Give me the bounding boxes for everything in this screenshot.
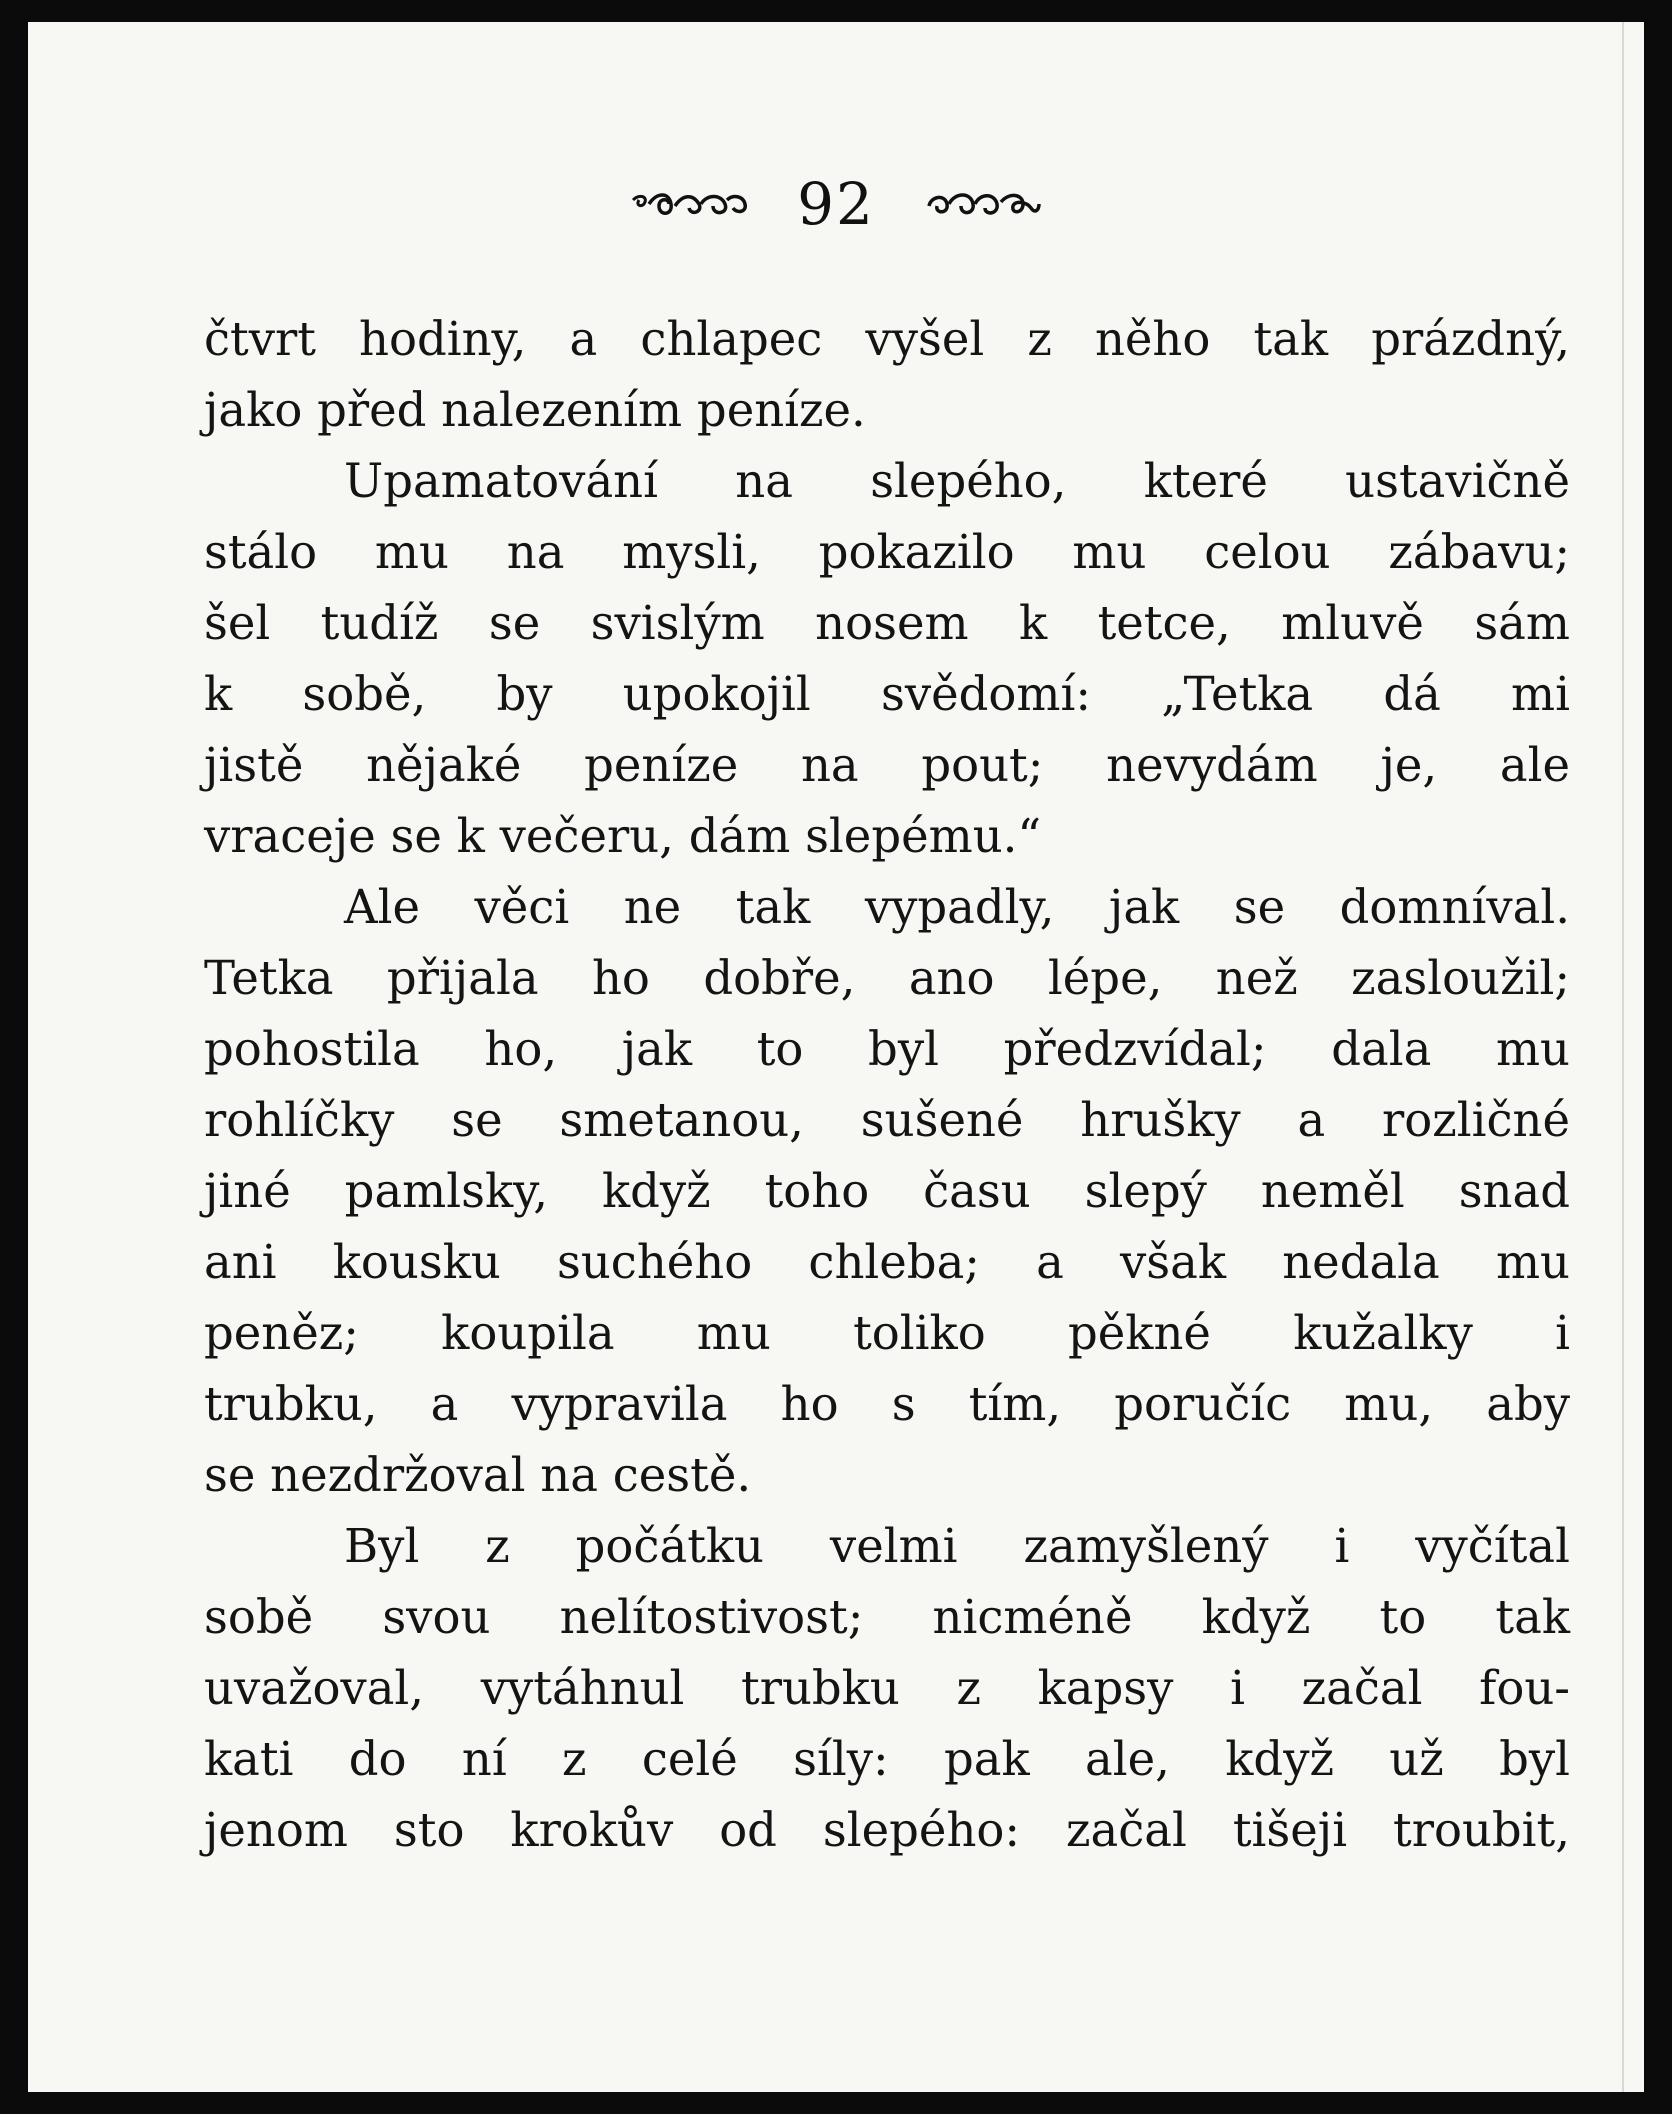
text-line: Upamatování na slepého, které ustavičně — [344, 454, 1570, 508]
text-line: rohlíčky se smetanou, sušené hrušky a rozličné — [204, 1093, 1570, 1147]
right-ornament-icon — [923, 186, 1043, 222]
text-line: šel tudíž se svislým nosem k tetce, mluvě sám — [204, 596, 1570, 650]
text-line: uvažoval, vytáhnul trubku z kapsy i začal fou- — [204, 1661, 1570, 1715]
page-body-text — [204, 304, 1570, 1866]
text-line: jistě nějaké peníze na pout; nevydám je, ale — [204, 738, 1570, 792]
page-header — [28, 169, 1644, 238]
text-line: Ale věci ne tak vypadly, jak se domníval. — [344, 880, 1570, 934]
text-line: peněz; koupila mu toliko pěkné kužalky i — [204, 1306, 1570, 1360]
text-line: stálo mu na mysli, pokazilo mu celou zábavu; — [204, 525, 1570, 579]
text-line: čtvrt hodiny, a chlapec vyšel z něho tak prázdný, — [204, 312, 1570, 366]
page-edge — [1622, 22, 1624, 2092]
book-page — [28, 22, 1644, 2092]
text-line: jako před nalezením peníze. — [204, 383, 866, 437]
page-number: 92 — [797, 169, 875, 238]
text-line: sobě svou nelítostivost; nicméně když to tak — [204, 1590, 1570, 1644]
text-line: trubku, a vypravila ho s tím, poručíc mu, aby — [204, 1377, 1570, 1431]
text-line: jiné pamlsky, když toho času slepý neměl snad — [204, 1164, 1570, 1218]
text-line: Byl z počátku velmi zamyšlený i vyčítal — [344, 1519, 1570, 1573]
text-line: Tetka přijala ho dobře, ano lépe, než zasloužil; — [204, 951, 1570, 1005]
left-ornament-icon — [629, 186, 749, 222]
text-line: k sobě, by upokojil svědomí: „Tetka dá mi — [204, 667, 1570, 721]
text-line: pohostila ho, jak to byl předzvídal; dala mu — [204, 1022, 1570, 1076]
text-line: vraceje se k večeru, dám slepému.“ — [204, 809, 1042, 863]
text-line: kati do ní z celé síly: pak ale, když už byl — [204, 1732, 1570, 1786]
text-line: ani kousku suchého chleba; a však nedala mu — [204, 1235, 1570, 1289]
text-line: se nezdržoval na cestě. — [204, 1448, 752, 1502]
text-line: jenom sto krokův od slepého: začal tišeji troubit, — [204, 1803, 1570, 1857]
